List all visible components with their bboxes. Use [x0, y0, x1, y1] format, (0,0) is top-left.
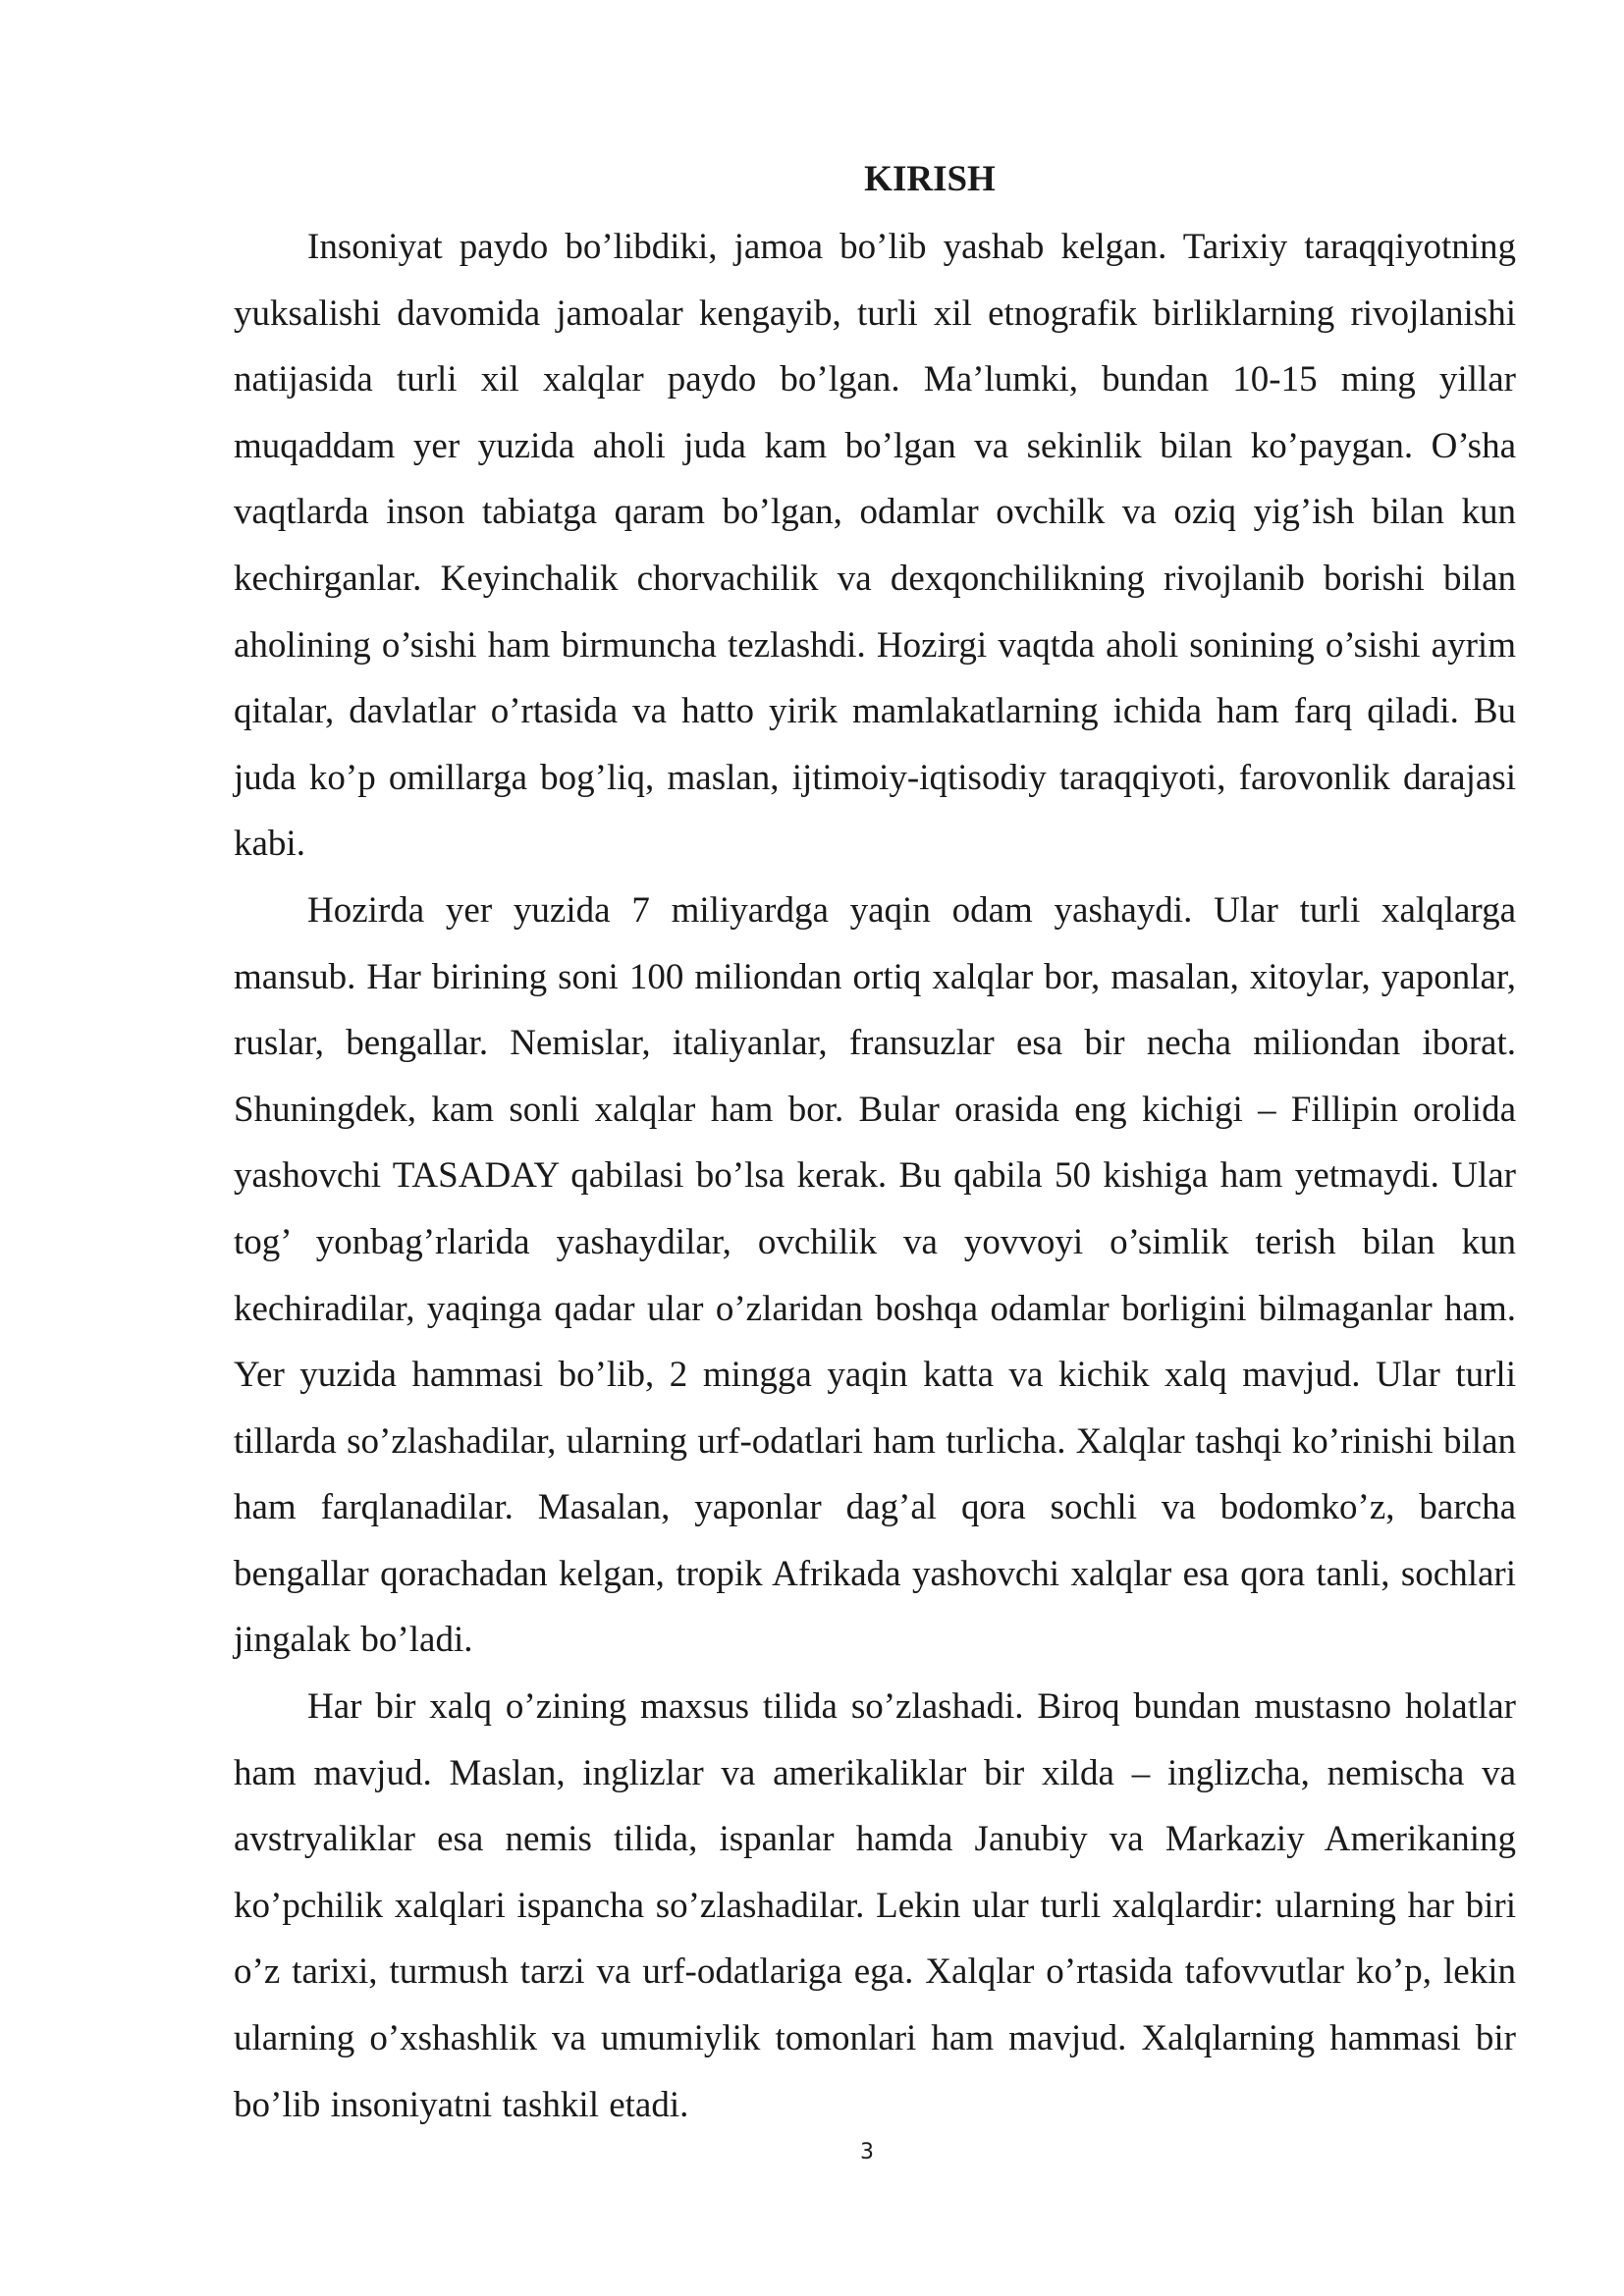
page-title: KIRISH [864, 159, 996, 199]
paragraph-1: Insoniyat paydo bo’libdiki, jamoa bo’lib yashab kelgan. Tarixiy taraqqiyotning yuksalishi davomida jamoalar kengayib, turli xil etnografik birliklarning rivojlanishi natijasida turli xil xalqlar paydo bo’lgan. Ma’lumki, bundan 10-15 ming yillar muqaddam yer yuzida aholi juda kam bo’lgan va sekinlik bilan ko’paygan. O’sha vaqtlarda inson tabiatga qaram bo’lgan, odamlar ovchilk va oziq yig’ish bilan kun kechirganlar. Keyinchalik chorvachilik va dexqonchilikning rivojlanib borishi bilan aholining o’sishi ham birmuncha tezlashdi. Hozirgi vaqtda aholi sonining o’sishi ayrim qitalar, davlatlar o’rtasida va hatto yirik mamlakatlarning ichida ham farq qiladi. Bu juda ko’p omillarga bog’liq, maslan, ijtimoiy-iqtisodiy taraqqiyoti, farovonlik darajasi kabi. [234, 227, 1516, 865]
paragraph-3: Har bir xalq o’zining maxsus tilida so’zlashadi. Biroq bundan mustasno holatlar ham mavjud. Maslan, inglizlar va amerikaliklar bir xilda – inglizcha, nemischa va avstryaliklar esa nemis tilida, ispanlar hamda Janubiy va Markaziy Amerikaning ko’pchilik xalqlari ispancha so’zlashadilar. Lekin ular turli xalqlardir: ularning har biri o’z tarixi, turmush tarzi va urf-odatlariga ega. Xalqlar o’rtasida tafovvutlar ko’p, lekin ularning o’xshashlik va umumiylik tomonlari ham mavjud. Xalqlarning hammasi bir bo’lib insoniyatni tashkil etadi. [234, 1686, 1516, 2125]
page-number: 3 [860, 2140, 874, 2164]
document-page [234, 147, 1516, 2138]
paragraph-2: Hozirda yer yuzida 7 miliyardga yaqin odam yashaydi. Ular turli xalqlarga mansub. Har birining soni 100 miliondan ortiq xalqlar bor, masalan, xitoylar, yaponlar, ruslar, bengallar. Nemislar, italiyanlar, fransuzlar esa bir necha miliondan iborat. Shuningdek, kam sonli xalqlar ham bor. Bular orasida eng kichigi – Fillipin orolida yashovchi TASADAY qabilasi bo’lsa kerak. Bu qabila 50 kishiga ham yetmaydi. Ular tog’ yonbag’rlarida yashaydilar, ovchilik va yovvoyi o’simlik terish bilan kun kechiradilar, yaqinga qadar ular o’zlaridan boshqa odamlar borligini bilmaganlar ham. Yer yuzida hammasi bo’lib, 2 mingga yaqin katta va kichik xalq mavjud. Ular turli tillarda so’zlashadilar, ularning urf-odatlari ham turlicha. Xalqlar tashqi ko’rinishi bilan ham farqlanadilar. Masalan, yaponlar dag’al qora sochli va bodomko’z, barcha bengallar qorachadan kelgan, tropik Afrikada yashovchi xalqlar esa qora tanli, sochlari jingalak bo’ladi. [234, 889, 1516, 1661]
